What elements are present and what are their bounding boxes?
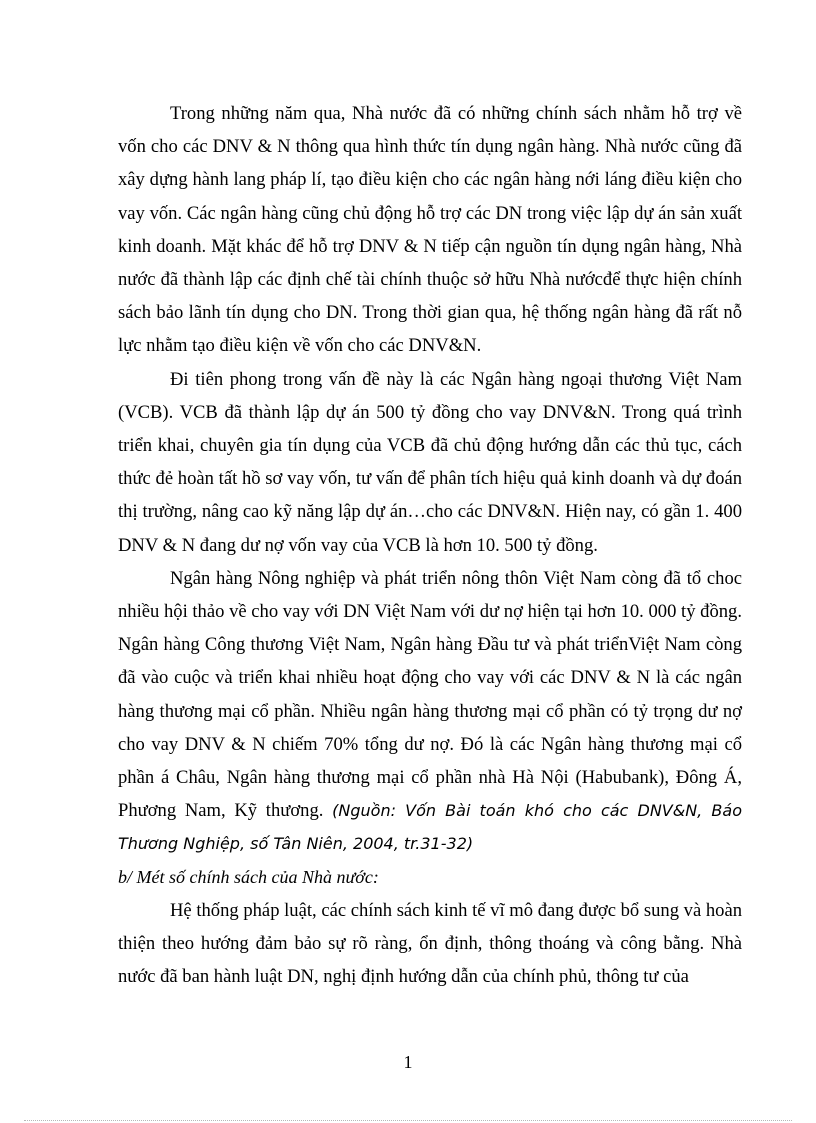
footer-dotted-rule xyxy=(24,1120,792,1121)
paragraph-legal-system: Hệ thống pháp luật, các chính sách kinh tế vĩ mô đang được bổ sung và hoàn thiện theo hướng đảm bảo sự rõ ràng, ổn định, thông thoáng và công bằng. Nhà nước đã ban hành luật DN, nghị định hướng dẫn của chính phủ, thông tư của xyxy=(118,899,742,988)
page-number: 1 xyxy=(403,1052,413,1072)
paragraph-vietnam-credit-support: Trong những năm qua, Nhà nước đã có những chính sách nhằm hỗ trợ về vốn cho các DNV & N thông qua hình thức tín dụng ngân hàng. Nhà nước cũng đã xây dựng hành lang pháp lí, tạo điều kiện cho các ngân hàng nới láng điều kiện cho vay vốn. Các ngân hàng cũng chủ động hỗ trợ các DN trong việc lập dự án sản xuất kinh doanh. Mặt khác để hỗ trợ DNV & N tiếp cận nguồn tín dụng ngân hàng, Nhà nước đã thành lập các định chế tài chính thuộc sở hữu Nhà nướcđể thực hiện chính sách bảo lãnh tín dụng cho DN. Trong thời gian qua, hệ thống ngân hàng đã rất nỗ lực nhằm tạo điều kiện về vốn cho các DNV&N. xyxy=(118,103,742,357)
section-subheading: b/ Mét số chính sách của Nhà nước: xyxy=(118,866,379,887)
source-citation: (Nguồn: Vốn Bài toán khó cho các DNV&N, Báo Thương Nghiệp, số Tân Niên, 2004, tr.31-32) xyxy=(118,801,742,854)
paragraph-other-banks-text: Ngân hàng Nông nghiệp và phát triển nông thôn Việt Nam còng đã tổ choc nhiều hội thảo về cho vay với DN Việt Nam với dư nợ hiện tại hơn 10. 000 tỷ đồng. Ngân hàng Công thương Việt Nam, Ngân hàng Đầu tư và phát triểnViệt Nam còng đã vào cuộc và triển khai nhiều hoạt động cho vay với các DNV & N là các ngân hàng thương mại cổ phần. Nhiều ngân hàng thương mại cổ phần có tỷ trọng dư nợ cho vay DNV & N chiếm 70% tổng dư nợ. Đó là các Ngân hàng thương mại cổ phần á Châu, Ngân hàng thương mại cổ phần nhà Hà Nội (Habubank), Đông Á, Phương Nam, Kỹ thương. xyxy=(118,567,742,822)
paragraph-vcb: Đi tiên phong trong vấn đề này là các Ngân hàng ngoại thương Việt Nam (VCB). VCB đã thành lập dự án 500 tỷ đồng cho vay DNV&N. Trong quá trình triển khai, chuyên gia tín dụng của VCB đã chủ động hướng dẫn các thủ tục, cách thức đẻ hoàn tất hồ sơ vay vốn, tư vấn để phân tích hiệu quả kinh doanh và dự đoán thị trường, nâng cao kỹ năng lập dự án…cho các DNV&N. Hiện nay, có gần 1. 400 DNV & N đang dư nợ vốn vay của VCB là hơn 10. 500 tỷ đồng. xyxy=(118,368,742,556)
paragraph-other-banks xyxy=(118,562,742,861)
document-body xyxy=(118,97,742,993)
